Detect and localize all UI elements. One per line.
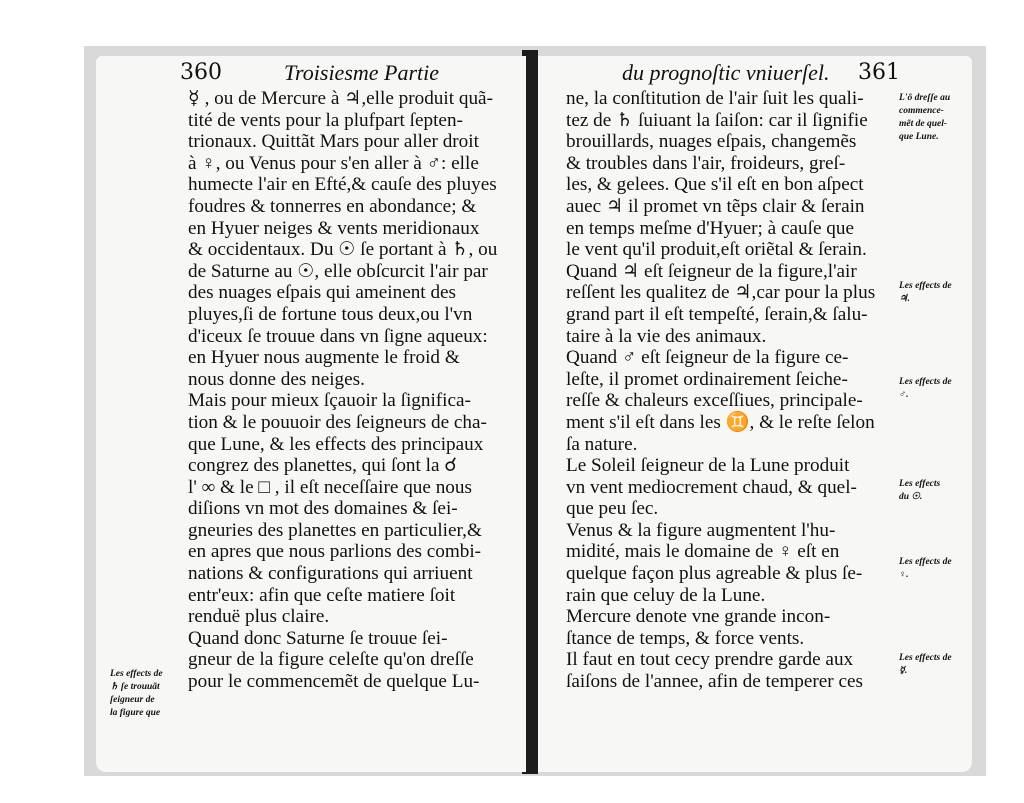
running-head: du prognoſtic vniuerſel. bbox=[622, 60, 830, 85]
margin-note bbox=[899, 478, 940, 504]
margin-note bbox=[899, 556, 952, 582]
text-line: tion & le pouuoir des ſeigneurs de cha- bbox=[188, 411, 487, 433]
text-line: midité, mais le domaine de ♀ eſt en bbox=[566, 541, 840, 563]
margin-note-line: Les effects de bbox=[899, 653, 952, 663]
margin-note-line: que Lune. bbox=[899, 132, 939, 142]
text-line: gneuries des planettes en particulier,& bbox=[188, 519, 482, 541]
text-line: des nuages eſpais qui ameinent des bbox=[188, 282, 457, 304]
text-line: auec ♃ il promet vn tẽps clair & ſerain bbox=[566, 195, 865, 217]
text-line: d'iceux ſe trouue dans vn ſigne aqueux: bbox=[188, 325, 488, 347]
text-line: leſte, il promet ordinairement ſeiche- bbox=[566, 368, 848, 390]
text-line: Quand ♂ eſt ſeigneur de la figure ce- bbox=[566, 347, 849, 369]
text-line: rain que celuy de la Lune. bbox=[566, 584, 766, 606]
left-page bbox=[96, 56, 526, 772]
margin-note-line: du ☉. bbox=[899, 492, 923, 502]
text-line: de Saturne au ☉, elle obſcurcit l'air par bbox=[188, 260, 488, 282]
margin-note-line: commence- bbox=[899, 106, 944, 116]
text-line: entr'eux: afin que ceſte matiere ſoit bbox=[188, 584, 456, 606]
margin-note-line: ♀. bbox=[899, 570, 909, 580]
text-line: renduë plus claire. bbox=[188, 606, 330, 628]
running-head: Troisiesme Partie bbox=[284, 60, 440, 85]
text-line: reſſent les qualitez de ♃,car pour la plus bbox=[566, 282, 876, 304]
margin-note-line: ☿. bbox=[899, 666, 908, 676]
text-line: pour le commencemẽt de quelque Lu- bbox=[188, 671, 480, 693]
text-line: vn vent mediocrement chaud, & quel- bbox=[566, 476, 857, 498]
text-line: en Hyuer nous augmente le froid & bbox=[188, 347, 460, 369]
text-line: ſa nature. bbox=[566, 433, 638, 455]
text-line: grand part il eſt tempeſté, ſerain,& ſalu- bbox=[566, 303, 868, 325]
text-line: le vent qu'il produit,eſt oriẽtal & ſerain. bbox=[566, 239, 867, 261]
text-line: nations & configurations qui arriuent bbox=[188, 563, 473, 585]
text-line: taire à la vie des animaux. bbox=[566, 325, 767, 347]
text-line: foudres & tonnerres en abondance; & bbox=[188, 195, 477, 217]
page-number: 361 bbox=[858, 60, 900, 85]
text-line: ment s'il eſt dans les ♊, & le reſte ſelon bbox=[566, 411, 875, 433]
margin-note-line: Les effects bbox=[899, 479, 941, 489]
text-line: les, & gelees. Que s'il eſt en bon aſpect bbox=[566, 174, 864, 196]
margin-note-line: Les effects de bbox=[110, 669, 163, 679]
text-line: en Hyuer neiges & vents meridionaux bbox=[188, 217, 480, 239]
text-line: humecte l'air en Efté,& cauſe des pluyes bbox=[188, 174, 497, 196]
margin-note bbox=[110, 668, 163, 720]
margin-note-line: ♄ ſe trouuãt bbox=[110, 682, 160, 692]
text-line: Quand donc Saturne ſe trouue ſei- bbox=[188, 627, 448, 649]
text-line: & troubles dans l'air, froideurs, greſ- bbox=[566, 152, 846, 174]
text-line: à ♀, ou Venus pour s'en aller à ♂: elle bbox=[188, 152, 479, 174]
text-line: Mercure denote vne grande incon- bbox=[566, 606, 831, 628]
text-line: & occidentaux. Du ☉ ſe portant à ♄, ou bbox=[188, 239, 498, 261]
margin-note-line: ſeigneur de bbox=[110, 695, 155, 705]
margin-note-line: Les effects de bbox=[899, 557, 952, 567]
margin-note-line: la figure que bbox=[110, 708, 161, 718]
text-line: tez de ♄ ſuiuant la ſaiſon: car il ſignifie bbox=[566, 109, 868, 131]
margin-note-line: mẽt de quel- bbox=[899, 119, 948, 129]
text-block bbox=[188, 88, 497, 693]
text-line: pluyes,ſi de fortune tous deux,ou l'vn bbox=[188, 303, 473, 325]
text-line: ſaiſons de l'annee, afin de temperer ces bbox=[566, 671, 863, 693]
margin-note bbox=[899, 280, 952, 306]
text-line: trionaux. Quittãt Mars pour aller droit bbox=[188, 131, 479, 153]
margin-note bbox=[899, 376, 952, 402]
text-line: l' ∞ & le □ , il eſt neceſſaire que nous bbox=[188, 476, 472, 498]
margin-note bbox=[899, 92, 950, 144]
text-line: reſſe & chaleurs exceſſiues, principale- bbox=[566, 390, 863, 412]
text-line: Venus & la figure augmentent l'hu- bbox=[566, 519, 836, 541]
text-line: Le Soleil ſeigneur de la Lune produit bbox=[566, 455, 850, 477]
text-line: ſtance de temps, & force vents. bbox=[566, 627, 805, 649]
margin-note-line: Les effects de bbox=[899, 377, 952, 387]
text-line: en temps meſme d'Hyuer; à cauſe que bbox=[566, 217, 854, 239]
text-line: brouillards, nuages eſpais, changemẽs bbox=[566, 131, 857, 153]
margin-note-line: ♃. bbox=[899, 294, 910, 304]
text-line: Quand ♃ eſt ſeigneur de la figure,l'air bbox=[566, 260, 857, 282]
text-line: en apres que nous parlions des combi- bbox=[188, 541, 482, 563]
margin-note-line: L'ô dreſſe au bbox=[899, 93, 951, 103]
text-line: Il faut en tout cecy prendre garde aux bbox=[566, 649, 854, 671]
page-number: 360 bbox=[180, 60, 222, 85]
margin-note-line: Les effects de bbox=[899, 281, 952, 291]
text-line: congrez des planettes, qui ſont la ☌ bbox=[188, 455, 458, 477]
margin-note-line: ♂. bbox=[899, 390, 909, 400]
text-block bbox=[566, 88, 875, 693]
margin-note bbox=[899, 652, 952, 678]
text-line: gneur de la figure celeſte qu'on dreſſe bbox=[188, 649, 474, 671]
text-line: que peu ſec. bbox=[566, 498, 659, 520]
text-line: ☿ , ou de Mercure à ♃,elle produit quã- bbox=[188, 88, 493, 109]
text-line: quelque façon plus agreable & plus ſe- bbox=[566, 563, 863, 585]
text-line: ne, la conſtitution de l'air ſuit les quali- bbox=[566, 88, 864, 109]
text-line: que Lune, & les effects des principaux bbox=[188, 433, 484, 455]
text-line: diſions vn mot des domaines & ſei- bbox=[188, 498, 458, 520]
text-line: Mais pour mieux ſçauoir la ſignifica- bbox=[188, 390, 471, 412]
text-line: nous donne des neiges. bbox=[188, 368, 365, 390]
text-line: tité de vents pour la plufpart ſepten- bbox=[188, 109, 463, 131]
